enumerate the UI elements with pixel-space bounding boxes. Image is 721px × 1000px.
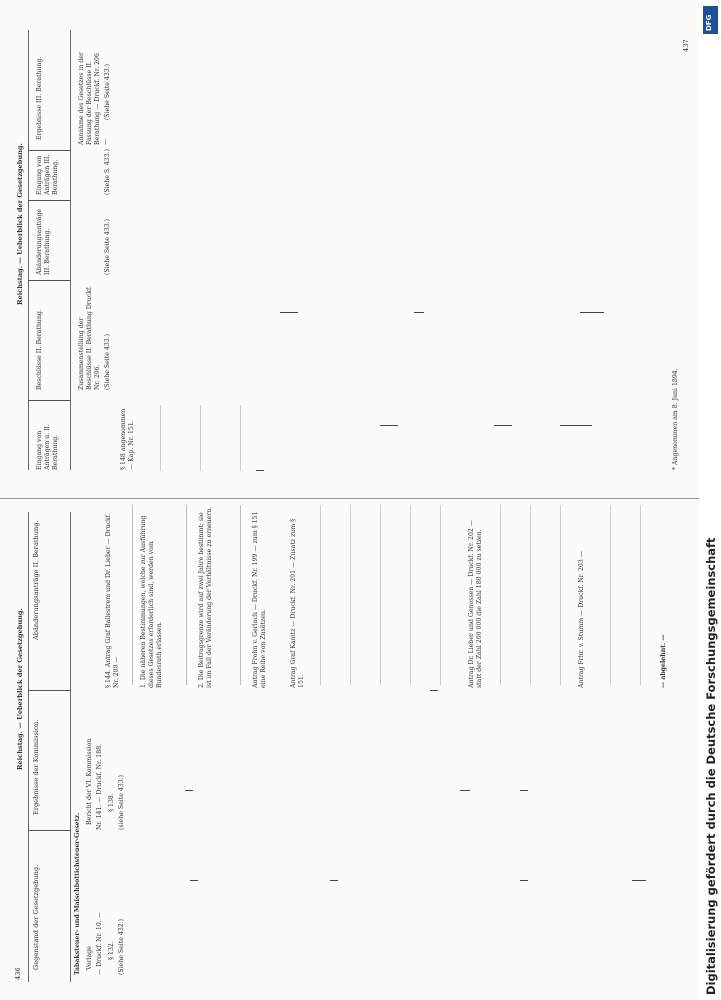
left-col1-line-4: (Siehe Seite 432.) <box>118 918 125 975</box>
left-text-paragraph-8: — abgelehnt. — <box>660 634 667 688</box>
left-text-paragraph-7: Antrag Frhr. v. Stumm — Druckf. Nr. 203 — <box>578 551 585 688</box>
left-text-paragraph-3: 2. Die Beitragsgrenze wird auf zwei Jahre bestimmt; sie ist im Fall der Veränderung der Verhältnisse zu erneuern. <box>198 506 213 688</box>
left-text-paragraph-6: Antrag Dr. Lieber und Genossen — Druckf. Nr. 202 — statt der Zahl 200 000 die Zahl 180 000 zu setzen. <box>468 519 483 688</box>
left-section-title: Tabaksteuer- und Maischbottichsteuer-Gesetz. <box>74 812 81 975</box>
left-text-paragraph-5: Antrag Graf Kanitz — Druckf. Nr. 201 — Zusatz zum § 151. <box>290 518 305 688</box>
right-entry-annahme: Annahme des Gesetzes in der Fassung der Beschlüsse II. Berathung — Druckf. Nr. 206 — <box>78 52 109 145</box>
left-text-paragraph-1: § 144. Antrag Graf Ballestrem und Dr. Lieber — Druckf. Nr. 200 — <box>105 513 120 688</box>
left-column-divider-1 <box>28 830 70 831</box>
left-text-paragraph-4: Antrag Frohn v. Gerlach — Druckf. Nr. 199 — zum § 151 eine Reihe von Zusätzen. <box>252 511 267 688</box>
digitization-banner <box>699 0 721 1000</box>
right-footnote: * Angenommen am 8. Juni 1894. <box>672 368 679 470</box>
right-entry-zusammenstellung: Zusammenstellung der Beschlüsse II. Berathung Druckf. Nr. 206. <box>78 286 101 390</box>
right-header-rule-bottom <box>70 30 71 470</box>
right-header-rule-top <box>28 30 29 470</box>
banner-text: Digitalisierung gefördert durch die Deutsche Forschungsgemeinschaft <box>704 537 718 995</box>
right-page-number: 437 <box>682 39 690 52</box>
left-text-paragraph-2: 1. Die näheren Bestimmungen, welche zur Ausführung dieses Gesetzes erforderlich sind, werden vom Bundesrath erlassen. <box>140 515 163 688</box>
left-col1-line-1: Vorlage <box>86 946 93 970</box>
right-entry-siehe-4: (Siehe Seite 433.) <box>104 63 111 120</box>
right-column-divider-3 <box>28 200 70 201</box>
left-col2b-line-1: § 138. <box>108 793 115 812</box>
left-column-divider-2 <box>28 690 70 691</box>
right-entry-siehe-2: (Siehe Seite 433.) <box>104 218 111 275</box>
left-col2b-line-2: (siehe Seite 433.) <box>118 774 125 830</box>
left-column-header-1: Gegenstand der Gesetzgebung. <box>32 864 40 970</box>
left-col2-line-1: Bericht der VI. Kommission <box>86 738 93 825</box>
right-column-header-5: Ergebnisse III. Berathung. <box>36 56 43 140</box>
dfg-logo-text: DFG <box>705 14 713 31</box>
right-column-header-1: Eingang von Anträgen u. II. Berathung. <box>36 424 59 470</box>
left-col1-line-2: — Druckf. Nr. 10. — <box>96 912 103 975</box>
right-margin-note: § 148 angenommen — Kap. Nr. 151. <box>120 408 135 470</box>
left-column-header-3: Abänderungsanträge II. Berathung. <box>32 520 40 640</box>
right-column-header-2: Beschlüsse II. Berathung. <box>36 309 43 390</box>
left-col1-line-3: § 132. <box>108 941 115 960</box>
left-page-number: 436 <box>14 967 22 980</box>
right-entry-siehe-3: (Siehe S. 433.) <box>104 148 111 195</box>
right-column-divider-2 <box>28 280 70 281</box>
left-page-heading: Reichstag. — Ueberblick der Gesetzgebung. <box>16 608 24 770</box>
right-page-heading: Reichstag. — Ueberblick der Gesetzgebung. <box>16 143 24 305</box>
left-header-rule-bottom <box>70 512 71 982</box>
left-col2-line-2: Nr. 141. — Druckf. Nr. 188. <box>96 743 103 830</box>
left-header-rule-top <box>28 512 29 982</box>
left-column-header-2: Ergebnisse der Kommission. <box>32 719 40 815</box>
right-column-header-3: Abänderungsanträge III. Berathung. <box>36 208 51 275</box>
right-entry-siehe-1: (Siehe Seite 433.) <box>104 333 111 390</box>
right-column-divider-1 <box>28 400 70 401</box>
right-column-header-4: Eingang von Anträgen III. Berathung. <box>36 154 59 195</box>
dfg-logo <box>703 6 718 34</box>
page-gutter <box>0 498 699 499</box>
